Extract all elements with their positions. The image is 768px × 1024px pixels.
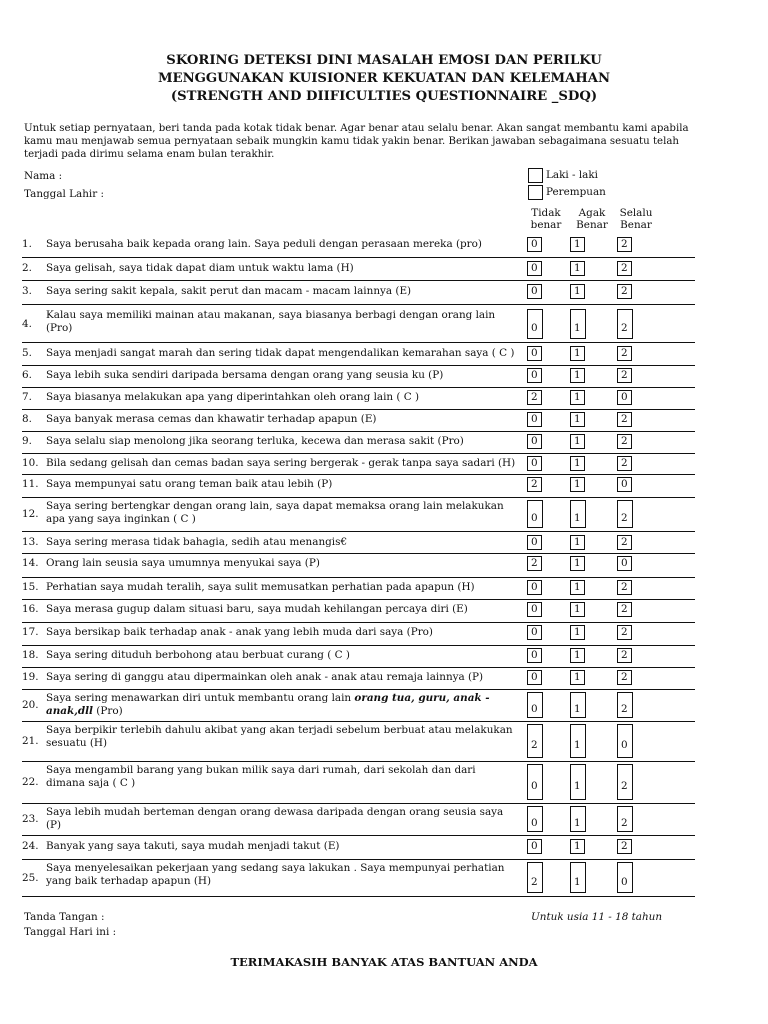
score-value: 0 (531, 671, 538, 683)
score-value: 0 (531, 262, 538, 274)
title-line-2: MENGGUNAKAN KUISIONER KEKUATAN DAN KELEMAHAN (157, 71, 611, 86)
score-value: 2 (621, 435, 628, 447)
item-text-part: Saya sering menawarkan diri untuk membantu orang lain (46, 692, 355, 704)
item-text: Saya sering merasa tidak bahagia, sedih atau menangis€ (46, 536, 348, 548)
questionnaire-item (22, 577, 695, 600)
item-text: Saya selalu siap menolong jika seorang terluka, kecewa dan merasa sakit (Pro) (46, 435, 464, 447)
item-text: Orang lain seusia saya umumnya menyukai saya (P) (46, 557, 320, 569)
questionnaire-item (22, 453, 695, 475)
score-value: 2 (531, 478, 538, 490)
male-label: Laki - laki (546, 169, 598, 181)
score-value: 0 (531, 512, 538, 524)
score-value: 1 (574, 626, 581, 638)
questionnaire-item (22, 599, 695, 623)
score-value: 1 (574, 369, 581, 381)
score-value: 2 (621, 603, 628, 615)
score-value: 2 (621, 671, 628, 683)
score-value: 1 (574, 457, 581, 469)
female-label: Perempuan (546, 186, 606, 198)
item-text-emphasis: orang tua, guru, anak - anak,dll (46, 692, 490, 717)
score-value: 2 (621, 347, 628, 359)
questionnaire-item (22, 365, 695, 388)
questionnaire-item (22, 497, 695, 532)
score-value: 1 (574, 876, 581, 888)
score-value: 1 (574, 391, 581, 403)
item-number: 24. (22, 840, 39, 852)
signature-label: Tanda Tangan : (24, 911, 105, 923)
item-text: Saya sering bertengkar dengan orang lain, saya dapat memaksa orang lain melakukan apa yang saya inginkan ( C ) (46, 500, 504, 525)
score-value: 2 (621, 536, 628, 548)
item-number: 15. (22, 581, 39, 593)
age-note: Untuk usia 11 - 18 tahun (531, 911, 663, 923)
questionnaire-item (22, 803, 695, 836)
score-value: 1 (574, 285, 581, 297)
score-value: 2 (621, 457, 628, 469)
score-value: 1 (574, 238, 581, 250)
score-value: 0 (531, 285, 538, 297)
score-value: 2 (531, 391, 538, 403)
item-number: 10. (22, 457, 39, 469)
score-value: 1 (574, 671, 581, 683)
item-number: 22. (22, 776, 39, 788)
score-value: 2 (531, 557, 538, 569)
thank-you-note: TERIMAKASIH BANYAK ATAS BANTUAN ANDA (230, 955, 538, 969)
questionnaire-item (22, 836, 695, 860)
score-value: 0 (531, 817, 538, 829)
score-value: 2 (621, 413, 628, 425)
item-number: 1. (22, 238, 32, 250)
item-text: Kalau saya memiliki mainan atau makanan, saya biasanya berbagi dengan orang lain (Pro) (46, 309, 496, 334)
score-value: 0 (531, 457, 538, 469)
score-value: 0 (621, 478, 628, 490)
birthdate-label: Tanggal Lahir : (24, 188, 105, 200)
item-number: 25. (22, 872, 39, 884)
item-number: 4. (22, 318, 32, 330)
score-value: 0 (531, 603, 538, 615)
item-number: 23. (22, 813, 39, 825)
item-text: Saya berusaha baik kepada orang lain. Saya peduli dengan perasaan mereka (pro) (46, 238, 482, 250)
questionnaire-item (22, 553, 695, 578)
score-value: 1 (574, 603, 581, 615)
score-value: 1 (574, 703, 581, 715)
item-number: 21. (22, 735, 39, 747)
questionnaire-item (22, 387, 695, 410)
title-line-3: (STRENGTH AND DIIFICULTIES QUESTIONNAIRE _SDQ) (170, 89, 598, 104)
column-header-agak-benar (572, 208, 612, 231)
score-value: 2 (621, 649, 628, 661)
item-text: Saya mengambil barang yang bukan milik saya dari rumah, dari sekolah dan dari dimana saja ( C ) (46, 764, 476, 789)
questionnaire-item (22, 431, 695, 454)
score-value: 0 (531, 626, 538, 638)
item-text: Bila sedang gelisah dan cemas badan saya sering bergerak - gerak tanpa saya sadari (H) (46, 457, 516, 469)
item-text: Saya gelisah, saya tidak dapat diam untuk waktu lama (H) (46, 262, 354, 274)
date-today-label: Tanggal Hari ini : (24, 926, 117, 938)
score-value: 0 (531, 536, 538, 548)
score-value: 2 (621, 817, 628, 829)
score-value: 0 (531, 581, 538, 593)
item-text: Saya sering di ganggu atau dipermainkan oleh anak - anak atau remaja lainnya (P) (46, 671, 484, 683)
item-text: Perhatian saya mudah teralih, saya sulit memusatkan perhatian pada apapun (H) (46, 581, 475, 593)
column-header-tidak-benar (526, 208, 566, 231)
questionnaire-item (22, 721, 695, 762)
questionnaire-item (22, 234, 695, 258)
questionnaire-item (22, 258, 695, 281)
title-line-1: SKORING DETEKSI DINI MASALAH EMOSI DAN PERILKU (166, 53, 602, 68)
questionnaire-item (22, 474, 695, 498)
item-number: 18. (22, 649, 39, 661)
score-value: 1 (574, 435, 581, 447)
score-value: 2 (621, 322, 628, 334)
column-header-text: benar (530, 218, 562, 231)
item-text: Saya biasanya melakukan apa yang diperintahkan oleh orang lain ( C ) (46, 391, 420, 403)
score-value: 0 (531, 435, 538, 447)
score-value: 1 (574, 817, 581, 829)
item-number: 14. (22, 557, 39, 569)
item-number: 19. (22, 671, 39, 683)
item-number: 17. (22, 626, 39, 638)
item-text: Saya lebih suka sendiri daripada bersama dengan orang yang seusia ku (P) (46, 369, 444, 381)
score-value: 1 (574, 478, 581, 490)
score-value: 1 (574, 347, 581, 359)
instructions: Untuk setiap pernyataan, beri tanda pada kotak tidak benar. Agar benar atau selalu benar. Akan sangat membantu kami apabila kamu mau menjawab semua pernyataan sebaik mungkin kamu tidak yakin benar. Berikan jawaban sebagaimana sesuatu telah terjadi pada dirimu selama enam bulan terakhir. (24, 123, 689, 160)
score-value: 2 (621, 840, 628, 852)
score-value: 0 (531, 780, 538, 792)
questionnaire-item (22, 409, 695, 432)
item-number: 16. (22, 603, 39, 615)
score-value: 0 (531, 649, 538, 661)
score-value: 1 (574, 536, 581, 548)
questionnaire-item (22, 622, 695, 646)
item-text: Saya merasa gugup dalam situasi baru, saya mudah kehilangan percaya diri (E) (46, 603, 468, 615)
score-value: 2 (621, 512, 628, 524)
item-text: Banyak yang saya takuti, saya mudah menjadi takut (E) (46, 840, 340, 852)
score-value: 1 (574, 739, 581, 751)
score-value: 0 (621, 557, 628, 569)
questionnaire-item (22, 689, 695, 722)
item-number: 12. (22, 508, 39, 520)
score-value: 1 (574, 557, 581, 569)
score-value: 0 (531, 840, 538, 852)
score-value: 1 (574, 581, 581, 593)
questionnaire-item (22, 761, 695, 804)
score-value: 0 (621, 391, 628, 403)
female-checkbox[interactable] (528, 185, 543, 200)
score-value: 2 (621, 369, 628, 381)
column-header-text: Benar (576, 218, 608, 231)
score-value: 2 (621, 285, 628, 297)
item-number: 2. (22, 262, 32, 274)
score-value: 2 (621, 780, 628, 792)
male-checkbox[interactable] (528, 168, 543, 183)
questionnaire-item (22, 645, 695, 668)
column-header-text: Agak (578, 207, 606, 219)
score-value: 1 (574, 322, 581, 334)
score-value: 0 (531, 413, 538, 425)
item-number: 8. (22, 413, 32, 425)
score-value: 1 (574, 780, 581, 792)
score-value: 0 (531, 322, 538, 334)
score-value: 1 (574, 413, 581, 425)
score-value: 0 (531, 347, 538, 359)
item-number: 3. (22, 285, 32, 297)
item-text: Saya bersikap baik terhadap anak - anak yang lebih muda dari saya (Pro) (46, 626, 433, 638)
score-value: 2 (621, 703, 628, 715)
item-text: Saya berpikir terlebih dahulu akibat yang akan terjadi sebelum berbuat atau melakukan sesuatu (H) (46, 724, 513, 749)
score-value: 1 (574, 649, 581, 661)
item-text: Saya mempunyai satu orang teman baik atau lebih (P) (46, 478, 333, 490)
form-title (0, 52, 768, 106)
questionnaire-item (22, 859, 695, 897)
item-text: Saya lebih mudah berteman dengan orang dewasa daripada dengan orang seusia saya (P) (46, 806, 504, 831)
item-text: Saya menjadi sangat marah dan sering tidak dapat mengendalikan kemarahan saya ( C ) (46, 347, 515, 359)
score-value: 2 (621, 626, 628, 638)
item-text: Saya menyelesaikan pekerjaan yang sedang saya lakukan . Saya mempunyai perhatian yang baik terhadap apapun (H) (46, 862, 505, 887)
item-number: 9. (22, 435, 32, 447)
item-text: Saya banyak merasa cemas dan khawatir terhadap apapun (E) (46, 413, 377, 425)
column-header-text: Benar (620, 218, 652, 231)
item-number: 13. (22, 536, 39, 548)
score-value: 2 (621, 238, 628, 250)
item-text-part: (Pro) (93, 704, 123, 717)
score-value: 0 (531, 369, 538, 381)
score-value: 0 (531, 703, 538, 715)
questionnaire-item (22, 532, 695, 554)
item-number: 5. (22, 347, 32, 359)
score-value: 0 (531, 238, 538, 250)
item-number: 7. (22, 391, 32, 403)
score-value: 1 (574, 840, 581, 852)
score-value: 2 (621, 262, 628, 274)
item-number: 11. (22, 478, 39, 490)
score-value: 2 (531, 876, 538, 888)
score-value: 2 (531, 739, 538, 751)
column-header-text: Tidak (531, 207, 561, 219)
score-value: 1 (574, 512, 581, 524)
questionnaire-item (22, 306, 695, 343)
column-header-text: Selalu (619, 207, 653, 219)
questionnaire-item (22, 343, 695, 366)
score-value: 0 (621, 876, 628, 888)
questionnaire-item (22, 281, 695, 305)
item-text: Saya sering dituduh berbohong atau berbuat curang ( C ) (46, 649, 350, 661)
questionnaire-item (22, 667, 695, 690)
column-header-selalu-benar (614, 208, 658, 231)
item-number: 20. (22, 699, 39, 711)
name-label: Nama : (24, 170, 63, 182)
score-value: 1 (574, 262, 581, 274)
score-value: 0 (621, 739, 628, 751)
item-number: 6. (22, 369, 32, 381)
item-text (46, 692, 516, 717)
item-text: Saya sering sakit kepala, sakit perut dan macam - macam lainnya (E) (46, 285, 412, 297)
score-value: 2 (621, 581, 628, 593)
